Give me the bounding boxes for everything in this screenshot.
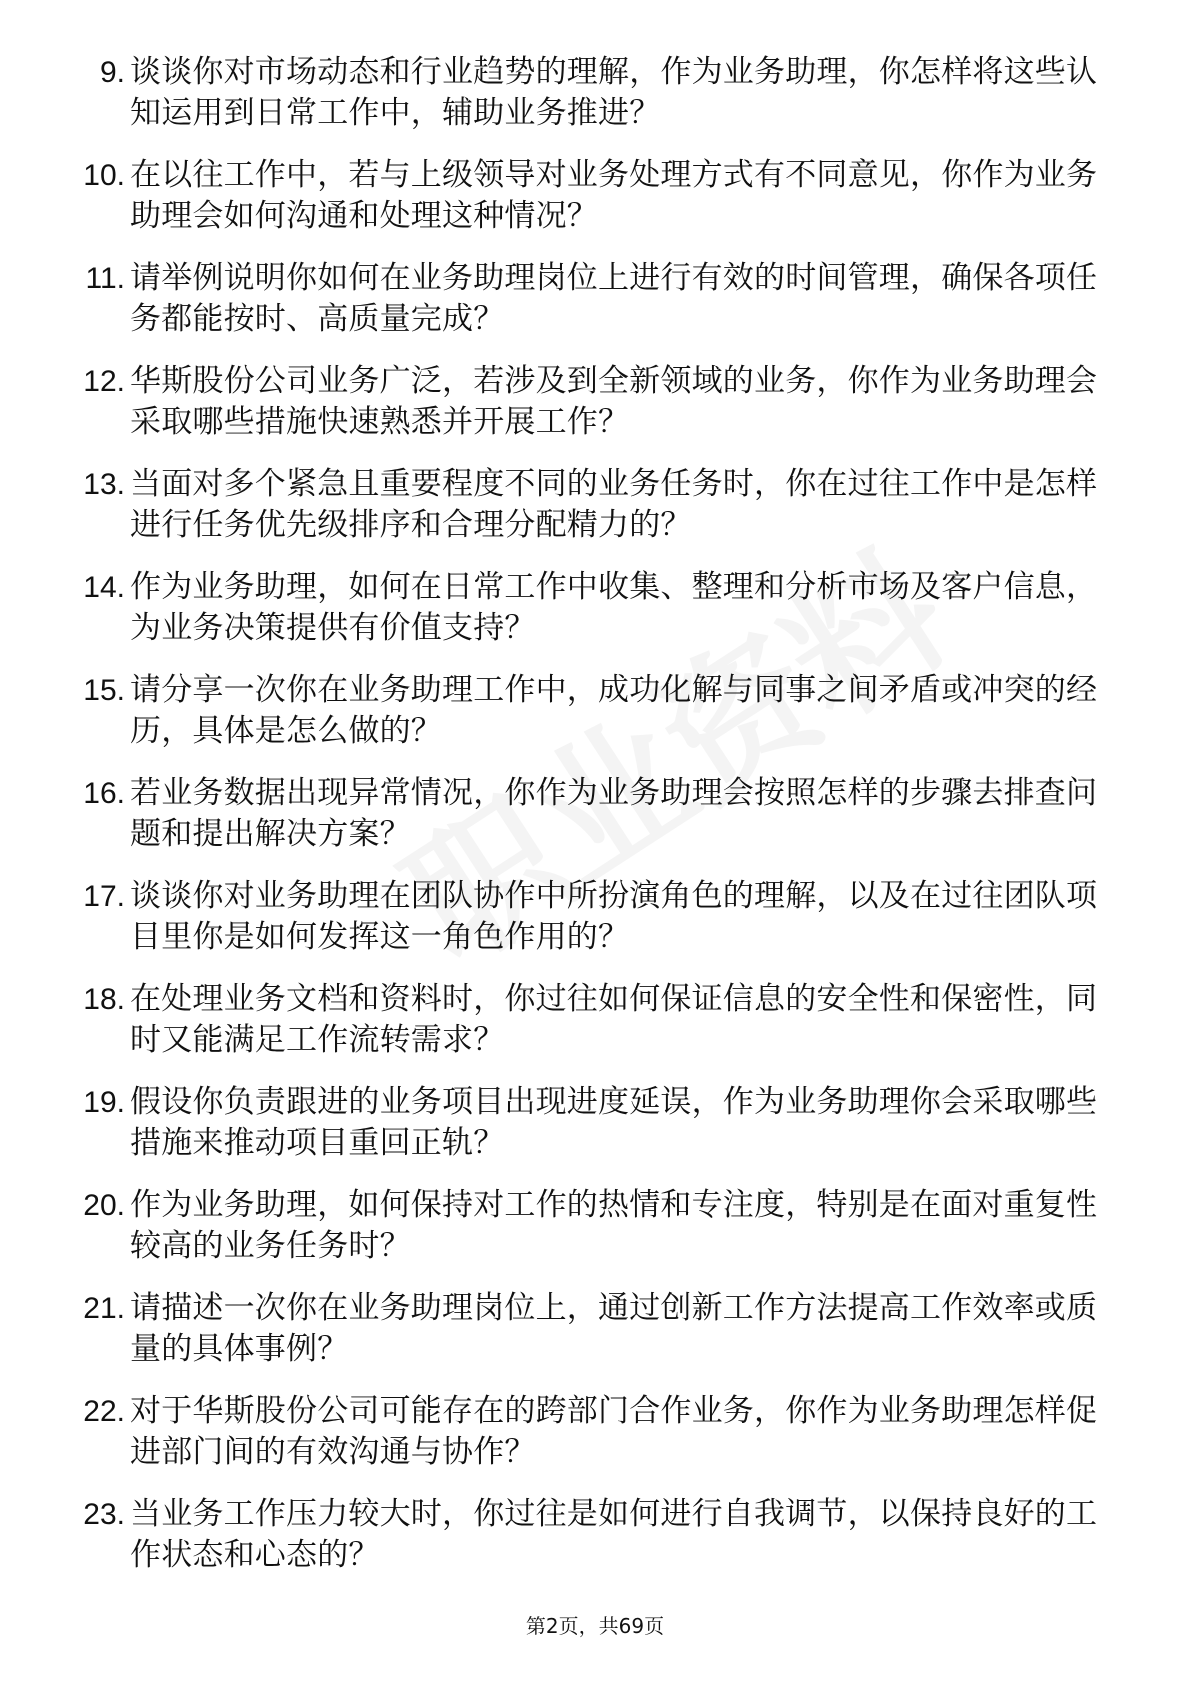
page-number-footer: 第2页，共69页 <box>525 1614 665 1638</box>
question-number: 17. <box>83 880 125 913</box>
question-item <box>0 567 1190 670</box>
question-number: 22. <box>83 1395 125 1428</box>
question-item <box>0 670 1190 773</box>
question-text: 对于华斯股份公司可能存在的跨部门合作业务，你作为业务助理怎样促进部门间的有效沟通与协作？ <box>130 1393 1098 1470</box>
question-number: 16. <box>83 777 125 810</box>
question-number: 18. <box>83 983 125 1016</box>
question-text: 若业务数据出现异常情况，你作为业务助理会按照怎样的步骤去排查问题和提出解决方案？ <box>130 775 1098 852</box>
question-list <box>0 52 1190 1597</box>
question-item <box>0 1288 1190 1391</box>
question-item <box>0 361 1190 464</box>
question-item <box>0 1185 1190 1288</box>
question-text: 在以往工作中，若与上级领导对业务处理方式有不同意见，你作为业务助理会如何沟通和处理这种情况？ <box>130 157 1098 234</box>
question-item <box>0 258 1190 361</box>
question-text: 请描述一次你在业务助理岗位上，通过创新工作方法提高工作效率或质量的具体事例？ <box>130 1290 1098 1367</box>
question-text: 请举例说明你如何在业务助理岗位上进行有效的时间管理，确保各项任务都能按时、高质量完成？ <box>130 260 1098 337</box>
question-number: 11. <box>85 262 125 295</box>
question-item <box>0 155 1190 258</box>
question-item <box>0 464 1190 567</box>
question-number: 12. <box>83 365 125 398</box>
question-number: 20. <box>83 1189 125 1222</box>
question-number: 14. <box>83 571 125 604</box>
question-number: 15. <box>83 674 125 707</box>
question-text: 谈谈你对市场动态和行业趋势的理解，作为业务助理，你怎样将这些认知运用到日常工作中，辅助业务推进？ <box>130 54 1098 131</box>
question-text: 当业务工作压力较大时，你过往是如何进行自我调节，以保持良好的工作状态和心态的？ <box>130 1496 1098 1573</box>
question-text: 请分享一次你在业务助理工作中，成功化解与同事之间矛盾或冲突的经历，具体是怎么做的？ <box>130 672 1098 749</box>
question-text: 作为业务助理，如何保持对工作的热情和专注度，特别是在面对重复性较高的业务任务时？ <box>130 1187 1098 1264</box>
question-number: 10. <box>83 159 125 192</box>
question-item <box>0 1391 1190 1494</box>
question-text: 谈谈你对业务助理在团队协作中所扮演角色的理解，以及在过往团队项目里你是如何发挥这一角色作用的？ <box>130 878 1098 955</box>
question-text: 当面对多个紧急且重要程度不同的业务任务时，你在过往工作中是怎样进行任务优先级排序和合理分配精力的？ <box>130 466 1098 543</box>
question-number: 23. <box>83 1498 125 1531</box>
question-item <box>0 876 1190 979</box>
question-number: 9. <box>99 56 125 89</box>
question-text: 华斯股份公司业务广泛，若涉及到全新领域的业务，你作为业务助理会采取哪些措施快速熟悉并开展工作？ <box>130 363 1098 440</box>
question-item <box>0 1082 1190 1185</box>
question-item <box>0 52 1190 155</box>
question-text: 在处理业务文档和资料时，你过往如何保证信息的安全性和保密性，同时又能满足工作流转需求？ <box>130 981 1098 1058</box>
question-item <box>0 979 1190 1082</box>
question-number: 19. <box>83 1086 125 1119</box>
question-item <box>0 1494 1190 1597</box>
question-number: 21. <box>83 1292 125 1325</box>
question-item <box>0 773 1190 876</box>
question-number: 13. <box>83 468 125 501</box>
question-text: 作为业务助理，如何在日常工作中收集、整理和分析市场及客户信息，为业务决策提供有价值支持？ <box>130 569 1098 646</box>
question-text: 假设你负责跟进的业务项目出现进度延误，作为业务助理你会采取哪些措施来推动项目重回正轨？ <box>130 1084 1098 1161</box>
